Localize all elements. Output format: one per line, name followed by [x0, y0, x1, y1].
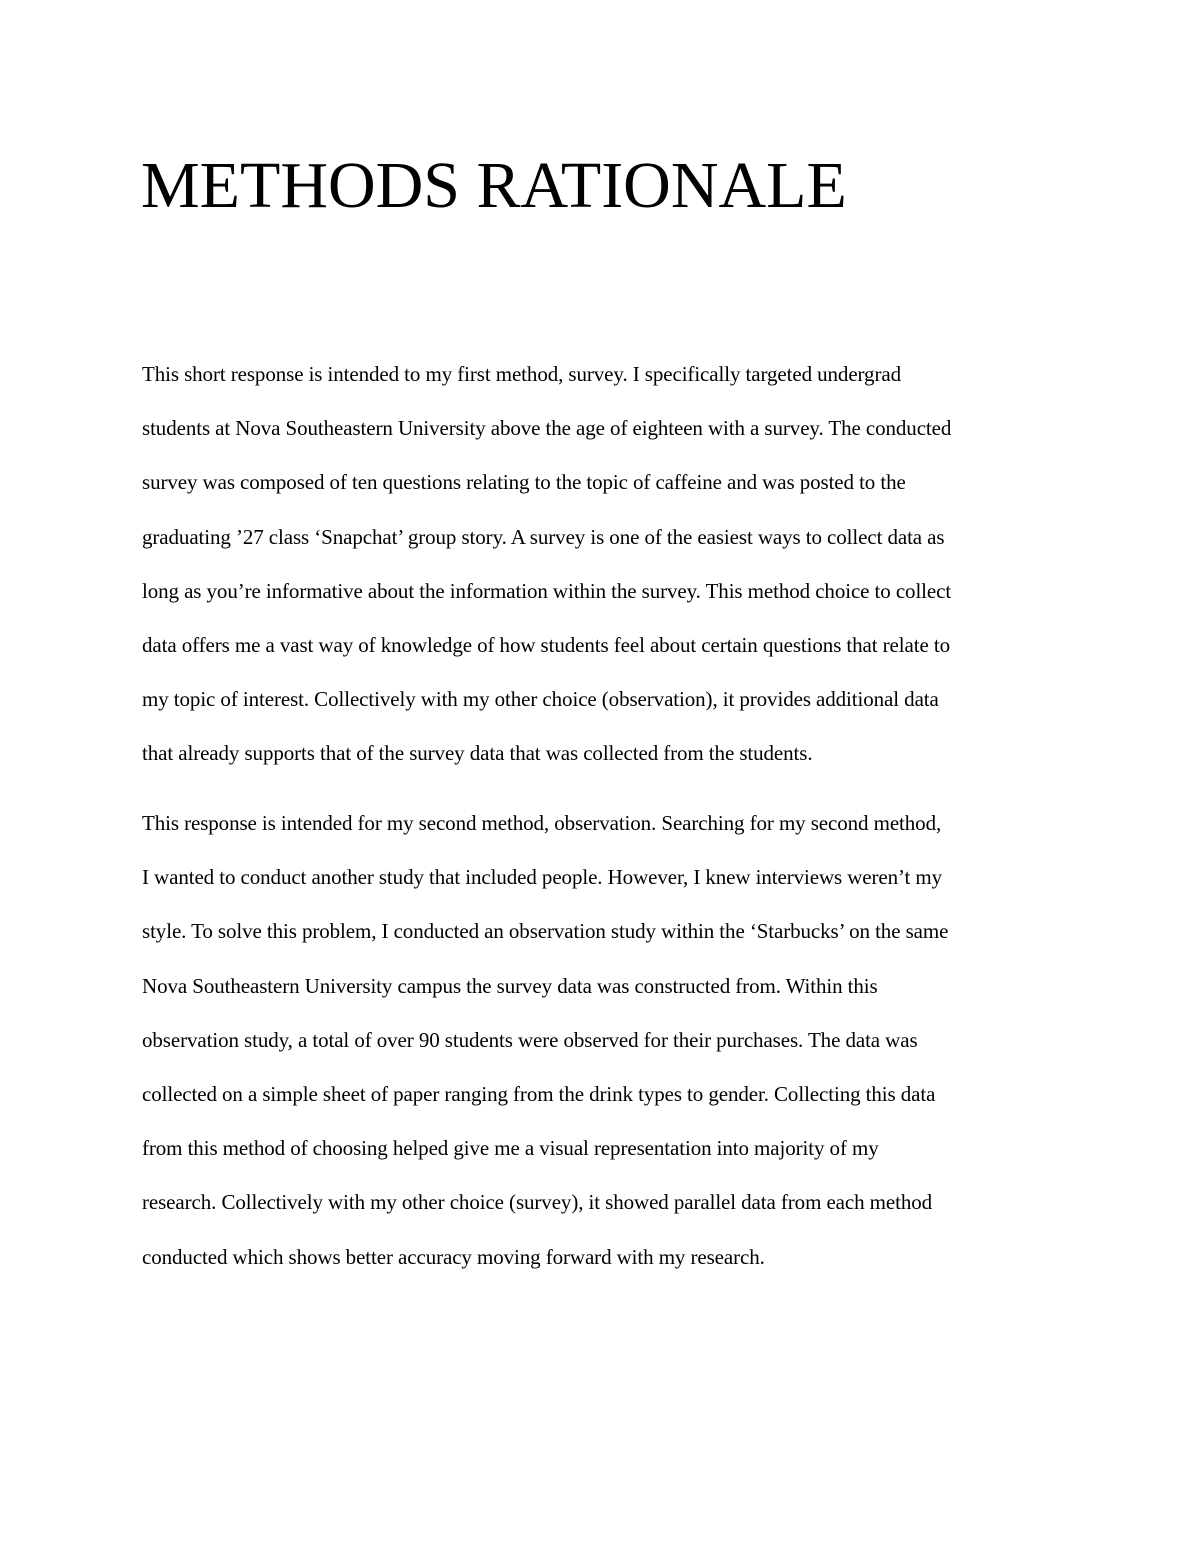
- page-title: METHODS RATIONALE: [141, 149, 847, 222]
- text-line: Nova Southeastern University campus the survey data was constructed from. Within this: [142, 973, 878, 998]
- paragraph-survey-method: [142, 347, 1072, 781]
- text-line: This response is intended for my second method, observation. Searching for my second method,: [142, 811, 942, 835]
- text-line: long as you’re informative about the information within the survey. This method choice to collect: [142, 578, 952, 603]
- text-line: students at Nova Southeastern University above the age of eighteen with a survey. The conducted: [142, 416, 952, 441]
- text-line: from this method of choosing helped give me a visual representation into majority of my: [142, 1136, 879, 1161]
- text-line: survey was composed of ten questions relating to the topic of caffeine and was posted to the: [142, 470, 906, 495]
- text-line: my topic of interest. Collectively with my other choice (observation), it provides additional data: [142, 687, 939, 712]
- text-line: graduating ’27 class ‘Snapchat’ group story. A survey is one of the easiest ways to collect data as: [142, 524, 945, 549]
- text-line: I wanted to conduct another study that included people. However, I knew interviews weren’t my: [142, 865, 943, 890]
- text-line: that already supports that of the survey data that was collected from the students.: [142, 741, 813, 766]
- paragraph-observation-method: [142, 796, 1072, 1284]
- text-line: conducted which shows better accuracy moving forward with my research.: [142, 1244, 765, 1269]
- text-line: observation study, a total of over 90 students were observed for their purchases. The data was: [142, 1027, 918, 1052]
- text-line: This short response is intended to my first method, survey. I specifically targeted undergrad: [142, 362, 901, 386]
- text-line: research. Collectively with my other choice (survey), it showed parallel data from each method: [142, 1190, 933, 1215]
- text-line: data offers me a vast way of knowledge of how students feel about certain questions that relate to: [142, 633, 950, 658]
- text-line: collected on a simple sheet of paper ranging from the drink types to gender. Collecting this data: [142, 1082, 936, 1107]
- text-line: style. To solve this problem, I conducted an observation study within the ‘Starbucks’ on the same: [142, 919, 949, 944]
